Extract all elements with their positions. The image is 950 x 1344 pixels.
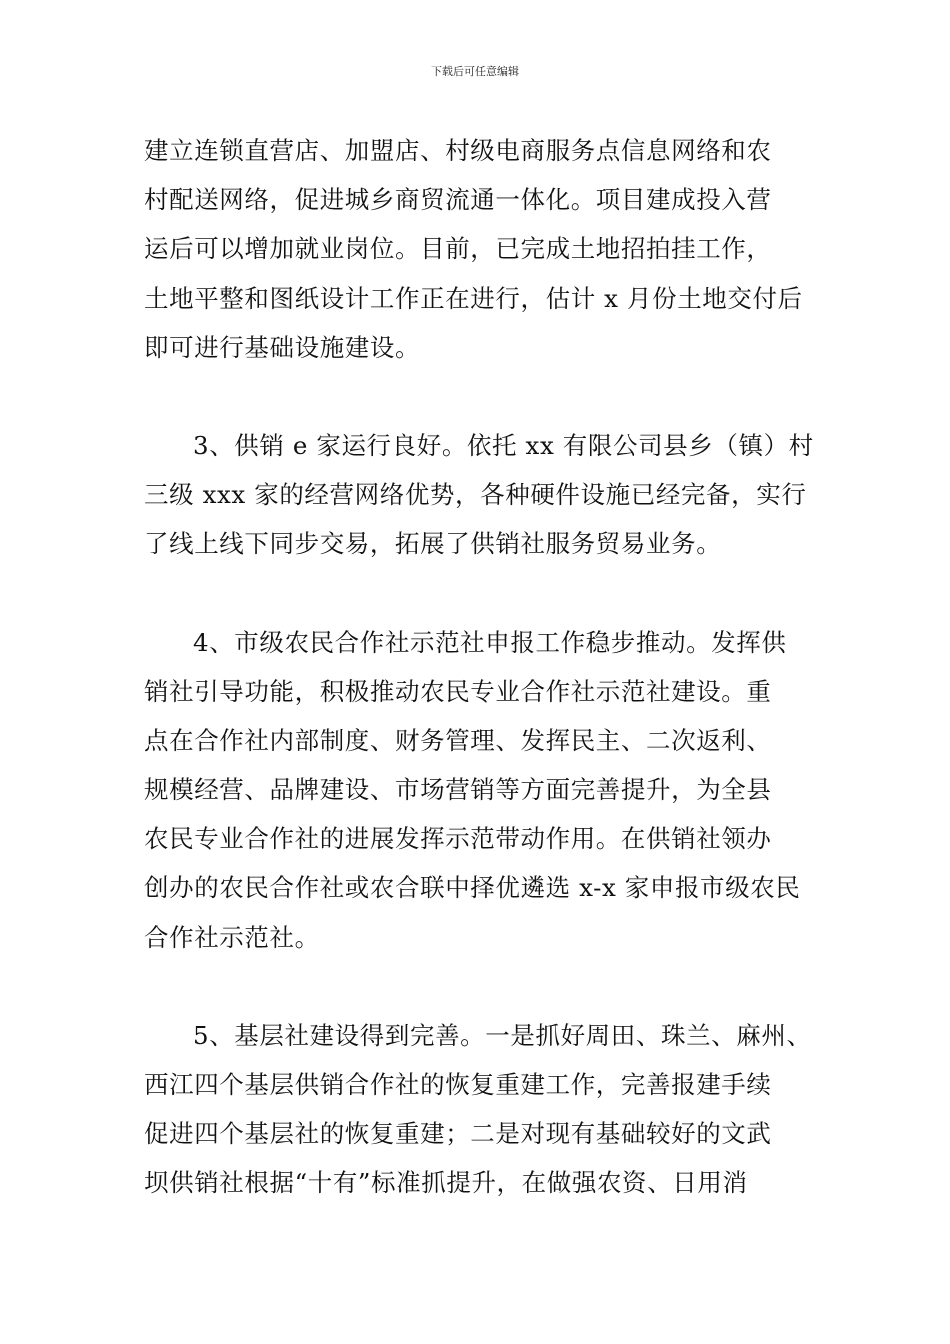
text-line: 4、市级农民合作社示范社申报工作稳步推动。发挥供 [193,627,787,657]
text-line: 村配送网络，促进城乡商贸流通一体化。项目建成投入营 [144,185,772,215]
paragraph-item-4 [144,618,808,962]
text-line: 5、基层社建设得到完善。一是抓好周田、珠兰、麻州、 [193,1020,812,1050]
text-line: 即可进行基础设施建设。 [144,332,421,362]
text-line: 土地平整和图纸设计工作正在进行，估计 x 月份土地交付后 [144,283,803,313]
text-line: 三级 xxx 家的经营网络优势，各种硬件设施已经完备，实行 [144,480,807,510]
paragraph-item-5 [144,1011,812,1208]
text-line: 了线上线下同步交易，拓展了供销社服务贸易业务。 [144,529,722,559]
text-line: 3、供销 e 家运行良好。依托 xx 有限公司县乡（镇）村 [193,430,814,460]
text-line: 创办的农民合作社或农合联中择优遴选 x-x 家申报市级农民 [144,873,801,903]
text-line: 西江四个基层供销合作社的恢复重建工作，完善报建手续 [144,1070,772,1099]
text-line: 促进四个基层社的恢复重建；二是对现有基础较好的文武 [144,1119,772,1149]
paragraph-continuation [144,126,808,372]
text-line: 销社引导功能，积极推动农民专业合作社示范社建设。重 [144,676,772,706]
text-line: 合作社示范社。 [144,922,320,952]
text-line: 坝供销社根据“十有”标准抓提升，在做强农资、日用消 [144,1168,748,1198]
text-line: 规模经营、品牌建设、市场营销等方面完善提升，为全县 [144,775,772,805]
paragraph-item-3 [144,421,814,569]
text-line: 农民专业合作社的进展发挥示范带动作用。在供销社领办 [144,824,772,854]
text-line: 点在合作社内部制度、财务管理、发挥民主、二次返利、 [144,725,772,755]
document-body [144,126,814,1257]
page-header-note: 下载后可任意编辑 [431,65,519,78]
text-line: 建立连锁直营店、加盟店、村级电商服务点信息网络和农 [144,136,772,165]
text-line: 运后可以增加就业岗位。目前，已完成土地招拍挂工作， [144,234,772,264]
